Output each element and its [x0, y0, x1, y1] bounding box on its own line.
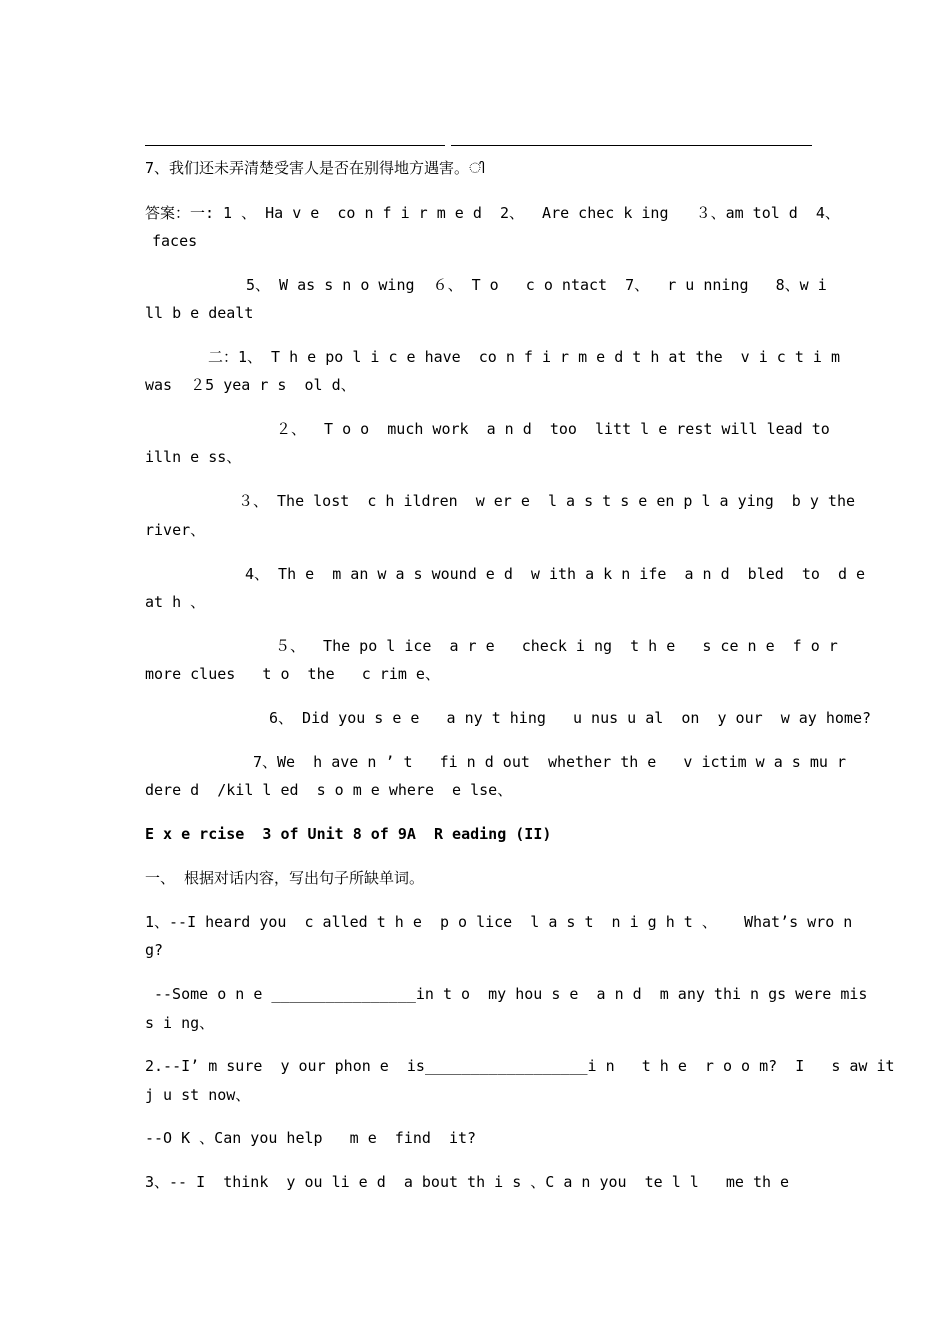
text-line: 5、 W as s n o wing ６、 T o c o ntact 7、 r u nning 8、w i	[246, 276, 827, 294]
text-line: was ２5 yea r s ol d、	[145, 376, 356, 394]
text-line: g?	[145, 941, 164, 959]
header-rule-left	[145, 145, 445, 146]
text-line: illn e ss、	[145, 448, 242, 466]
text-line: 一、 根据对话内容，写出句子所缺单词。	[145, 869, 425, 887]
text-line: 7、We h ave n ’ t fi n d out whether th e v ictim w a s mu r	[253, 753, 846, 771]
text-line: ll b e dealt	[145, 304, 254, 322]
text-line: j u st now、	[145, 1086, 251, 1104]
text-line: E x e rcise 3 of Unit 8 of 9A R eading (II)	[145, 825, 552, 843]
text-line: --O K 、Can you help m e find it?	[145, 1129, 477, 1147]
text-line: --Some o n e ________________in t o my hou s e a n d m any thi n gs were mis	[154, 985, 868, 1003]
text-line: ２、 T o o much work a n d too litt l e rest will lead to	[276, 420, 830, 438]
text-line: s i ng、	[145, 1014, 215, 1032]
text-line: 6、 Did you s e e a ny t hing u nus u al on y our w ay home?	[269, 709, 871, 727]
text-line: 1、--I heard you c alled t h e p o lice l a s t n i g h t 、 What’s wro n	[145, 913, 853, 931]
text-line: dere d /kil l ed s o m e where e lse、	[145, 781, 513, 799]
text-line: 二：1、 T h e po l i c e have co n f i r m e d t h at the v i c t i m	[208, 348, 840, 366]
text-line: 2.--I’ m sure y our phon e is__________________i n t h e r o o m? I s aw it	[145, 1057, 895, 1075]
header-rule-right	[451, 145, 812, 146]
text-line: 4、 Th e m an w a s wound e d w ith a k n ife a n d bled to d e	[245, 565, 866, 583]
text-line: ５、 The po l ice a r e check i ng t h e s ce n e f o r	[275, 637, 838, 655]
text-line: 答案：一: 1 、 Ha v e co n f i r m e d 2、 Are chec k ing ３、am tol d 4、	[145, 204, 840, 222]
text-line: at h 、	[145, 593, 206, 611]
text-line: faces	[152, 232, 198, 250]
text-line: ３、 The lost c h ildren w er e l a s t s e en p l a ying b y the	[238, 492, 855, 510]
text-line: 7、我们还未弄清楚受害人是否在别得地方遇害。ി	[145, 159, 485, 177]
text-line: river、	[145, 521, 206, 539]
text-line: 3、-- I think y ou li e d a bout th i s 、C a n you te l l me th e	[145, 1173, 790, 1191]
text-line: more clues t o the c rim e、	[145, 665, 440, 683]
